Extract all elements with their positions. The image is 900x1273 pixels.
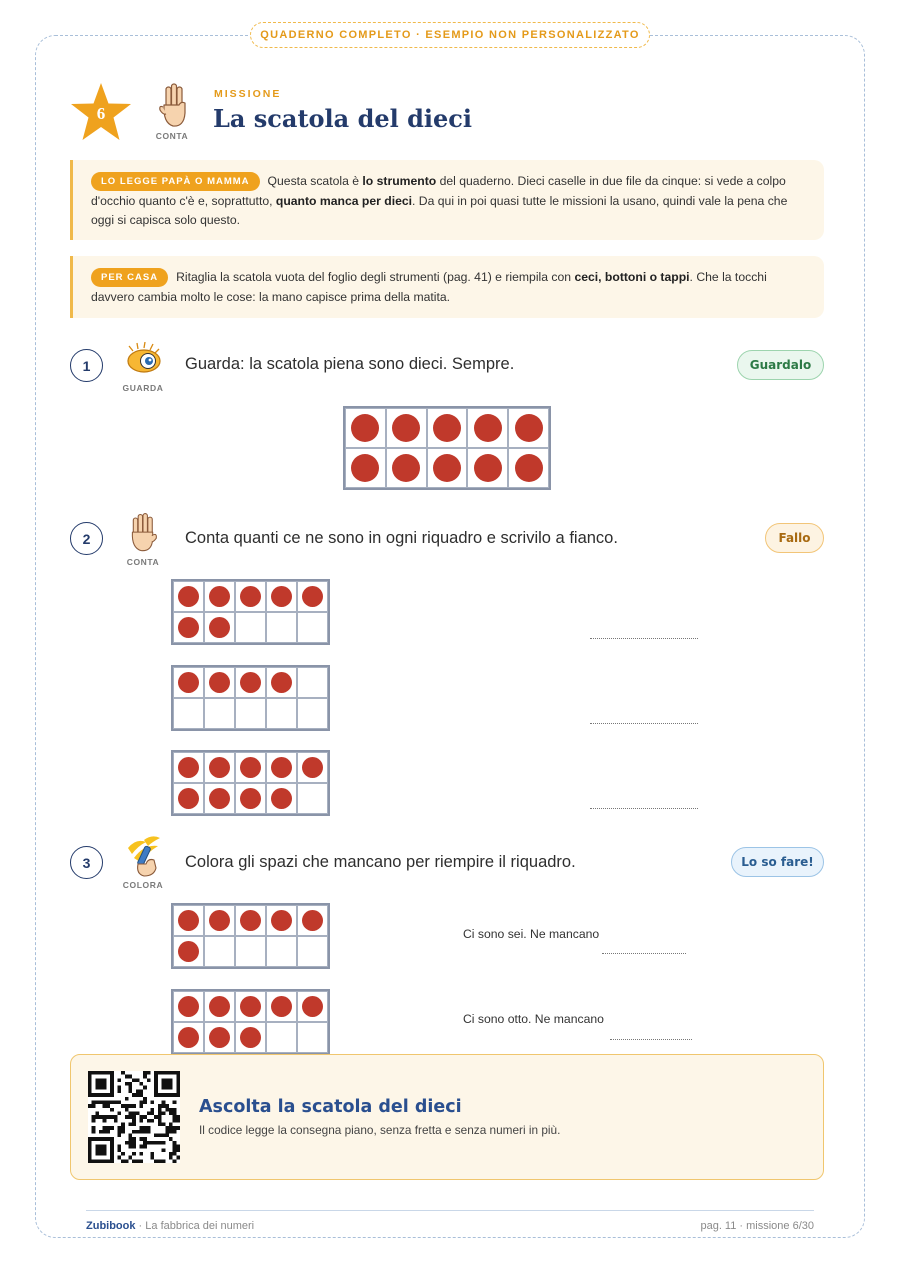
counter-dot: [178, 586, 199, 607]
hand-counting-icon: [128, 510, 162, 556]
page-title: La scatola del dieci: [213, 104, 472, 133]
counter-dot: [351, 454, 379, 482]
counter-dot: [240, 996, 261, 1017]
ten-frame-cell: [297, 936, 328, 967]
note-text: del quaderno. Dieci caselle in due file da cinque: si vede a colpo d'occhio quanto c'è e, soprattutto,: [91, 174, 786, 208]
ten-frame-cell: [173, 581, 204, 612]
step-instruction: Guarda: la scatola piena sono dieci. Sempre.: [185, 355, 515, 373]
audio-qr-panel: [70, 1054, 824, 1180]
ten-frame-cell: [266, 581, 297, 612]
ten-frame-cell: [508, 408, 549, 448]
counter-dot: [240, 586, 261, 607]
counter-dot: [178, 788, 199, 809]
counter-dot: [240, 1027, 261, 1048]
ten-frame-cell: [173, 667, 204, 698]
ten-frame-cell: [235, 612, 266, 643]
step-number: 1: [70, 349, 103, 382]
note-emphasis: quanto manca per dieci: [275, 193, 413, 208]
crayon-hand-icon: [124, 834, 166, 878]
note-emphasis: ceci, bottoni o tappi: [574, 270, 690, 284]
ten-frame: [171, 989, 330, 1055]
step-number: 3: [70, 846, 103, 879]
footer-brand: [86, 1220, 254, 1232]
ten-frame-cell: [427, 448, 468, 488]
note-text: Questa scatola è: [267, 174, 363, 188]
difficulty-badge: Fallo: [765, 523, 824, 553]
ten-frame-cell: [204, 612, 235, 643]
icon-caption: CONTA: [126, 557, 160, 567]
ten-frame-cell: [467, 408, 508, 448]
counter-dot: [271, 586, 292, 607]
counter-dot: [209, 672, 230, 693]
ten-frame-cell: [345, 408, 386, 448]
ten-frame-cell: [173, 905, 204, 936]
ten-frame-cell: [386, 408, 427, 448]
ten-frame-cell: [386, 448, 427, 488]
ten-frame-cell: [235, 991, 266, 1022]
ten-frame-cell: [467, 448, 508, 488]
difficulty-badge: Lo so fare!: [731, 847, 824, 877]
home-note-tag: PER CASA: [91, 268, 168, 287]
ten-frame-cell: [173, 936, 204, 967]
counter-dot: [209, 996, 230, 1017]
brand-name: Zubibook: [86, 1220, 136, 1232]
parent-note: [70, 160, 824, 240]
counter-dot: [209, 757, 230, 778]
ten-frame: [171, 750, 330, 816]
counter-dot: [271, 996, 292, 1017]
ten-frame-cell: [204, 667, 235, 698]
ten-frame-cell: [297, 991, 328, 1022]
ten-frame-cell: [297, 698, 328, 729]
ten-frame-cell: [235, 581, 266, 612]
answer-line[interactable]: [590, 638, 698, 639]
counter-dot: [240, 788, 261, 809]
counter-dot: [178, 1027, 199, 1048]
ten-frame-cell: [173, 752, 204, 783]
ten-frame-cell: [266, 612, 297, 643]
counter-dot: [302, 996, 323, 1017]
ten-frame: [171, 665, 330, 731]
counter-dot: [433, 414, 461, 442]
step-instruction: Conta quanti ce ne sono in ogni riquadro e scrivilo a fianco.: [185, 529, 618, 547]
ten-frame-cell: [204, 783, 235, 814]
counter-dot: [302, 757, 323, 778]
ten-frame-cell: [266, 936, 297, 967]
ten-frame: [343, 406, 551, 490]
counter-dot: [302, 586, 323, 607]
ten-frame-cell: [235, 1022, 266, 1053]
counter-dot: [240, 672, 261, 693]
ten-frame-cell: [266, 698, 297, 729]
ten-frame-cell: [235, 667, 266, 698]
counter-dot: [515, 454, 543, 482]
ten-frame-cell: [235, 698, 266, 729]
fill-prompt: Ci sono sei. Ne mancano: [463, 927, 600, 941]
ten-frame-cell: [297, 905, 328, 936]
footer-divider: [86, 1210, 814, 1211]
ten-frame-cell: [266, 783, 297, 814]
mission-kicker: MISSIONE: [214, 88, 282, 100]
qr-title: Ascolta la scatola del dieci: [199, 1097, 462, 1117]
counter-dot: [209, 586, 230, 607]
counter-dot: [178, 757, 199, 778]
icon-caption: CONTA: [155, 131, 189, 141]
ten-frame: [171, 579, 330, 645]
hand-counting-icon: [157, 83, 191, 129]
note-text: . Che la tocchi davvero cambia molto le cose: la mano capisce prima della matita.: [91, 270, 767, 304]
counter-dot: [433, 454, 461, 482]
ten-frame-cell: [345, 448, 386, 488]
difficulty-badge: Guardalo: [737, 350, 824, 380]
ten-frame-cell: [297, 667, 328, 698]
ten-frame-cell: [173, 1022, 204, 1053]
mission-star-badge: [70, 82, 132, 142]
ten-frame-cell: [427, 408, 468, 448]
ten-frame-cell: [173, 612, 204, 643]
ten-frame-cell: [297, 612, 328, 643]
note-text: Ritaglia la scatola vuota del foglio degli strumenti (pag. 41) e riempila con: [176, 270, 575, 284]
counter-dot: [209, 788, 230, 809]
counter-dot: [392, 454, 420, 482]
ten-frame-cell: [204, 905, 235, 936]
counter-dot: [240, 910, 261, 931]
page-number: pag. 11 · missione 6/30: [700, 1220, 814, 1232]
ten-frame-cell: [173, 698, 204, 729]
icon-caption: GUARDA: [122, 383, 164, 393]
counter-dot: [178, 941, 199, 962]
counter-dot: [351, 414, 379, 442]
ten-frame-cell: [235, 936, 266, 967]
ten-frame-cell: [297, 783, 328, 814]
answer-line[interactable]: [590, 808, 698, 809]
book-subtitle: · La fabbrica dei numeri: [135, 1220, 255, 1232]
step-number: 2: [70, 522, 103, 555]
counter-dot: [515, 414, 543, 442]
parent-note-tag: LO LEGGE PAPÀ O MAMMA: [91, 172, 260, 191]
edition-banner: QUADERNO COMPLETO · ESEMPIO NON PERSONALIZZATO: [250, 22, 650, 48]
counter-dot: [209, 617, 230, 638]
ten-frame-cell: [266, 667, 297, 698]
ten-frame: [171, 903, 330, 969]
counter-dot: [392, 414, 420, 442]
ten-frame-cell: [173, 783, 204, 814]
ten-frame-cell: [297, 752, 328, 783]
counter-dot: [178, 617, 199, 638]
counter-dot: [240, 757, 261, 778]
counter-dot: [271, 910, 292, 931]
ten-frame-cell: [266, 1022, 297, 1053]
step-instruction: Colora gli spazi che mancano per riempire il riquadro.: [185, 853, 576, 871]
fill-prompt: Ci sono otto. Ne mancano: [463, 1012, 604, 1026]
answer-line[interactable]: [610, 1039, 692, 1040]
eye-icon: [123, 342, 165, 378]
ten-frame-cell: [204, 698, 235, 729]
ten-frame-cell: [204, 991, 235, 1022]
ten-frame-cell: [297, 1022, 328, 1053]
ten-frame-cell: [266, 905, 297, 936]
counter-dot: [178, 672, 199, 693]
counter-dot: [271, 672, 292, 693]
icon-caption: COLORA: [122, 880, 164, 890]
ten-frame-cell: [235, 783, 266, 814]
qr-code-icon[interactable]: [88, 1071, 180, 1163]
ten-frame-cell: [204, 936, 235, 967]
counter-dot: [474, 414, 502, 442]
ten-frame-cell: [297, 581, 328, 612]
note-emphasis: lo strumento: [362, 174, 437, 188]
ten-frame-cell: [173, 991, 204, 1022]
counter-dot: [178, 996, 199, 1017]
ten-frame-cell: [235, 752, 266, 783]
home-note: [70, 256, 824, 318]
counter-dot: [178, 910, 199, 931]
qr-description: Il codice legge la consegna piano, senza fretta e senza numeri in più.: [199, 1123, 561, 1137]
ten-frame-cell: [266, 752, 297, 783]
note-text: . Da qui in poi quasi tutte le missioni la usano, quindi vale la pena che oggi si capisca solo questo.: [91, 193, 788, 227]
answer-line[interactable]: [590, 723, 698, 724]
ten-frame-cell: [235, 905, 266, 936]
ten-frame-cell: [204, 752, 235, 783]
ten-frame-cell: [204, 1022, 235, 1053]
ten-frame-cell: [204, 581, 235, 612]
counter-dot: [209, 1027, 230, 1048]
mission-number: 6: [96, 104, 106, 123]
counter-dot: [302, 910, 323, 931]
counter-dot: [209, 910, 230, 931]
counter-dot: [271, 788, 292, 809]
ten-frame-cell: [266, 991, 297, 1022]
counter-dot: [474, 454, 502, 482]
answer-line[interactable]: [602, 953, 686, 954]
counter-dot: [271, 757, 292, 778]
ten-frame-cell: [508, 448, 549, 488]
